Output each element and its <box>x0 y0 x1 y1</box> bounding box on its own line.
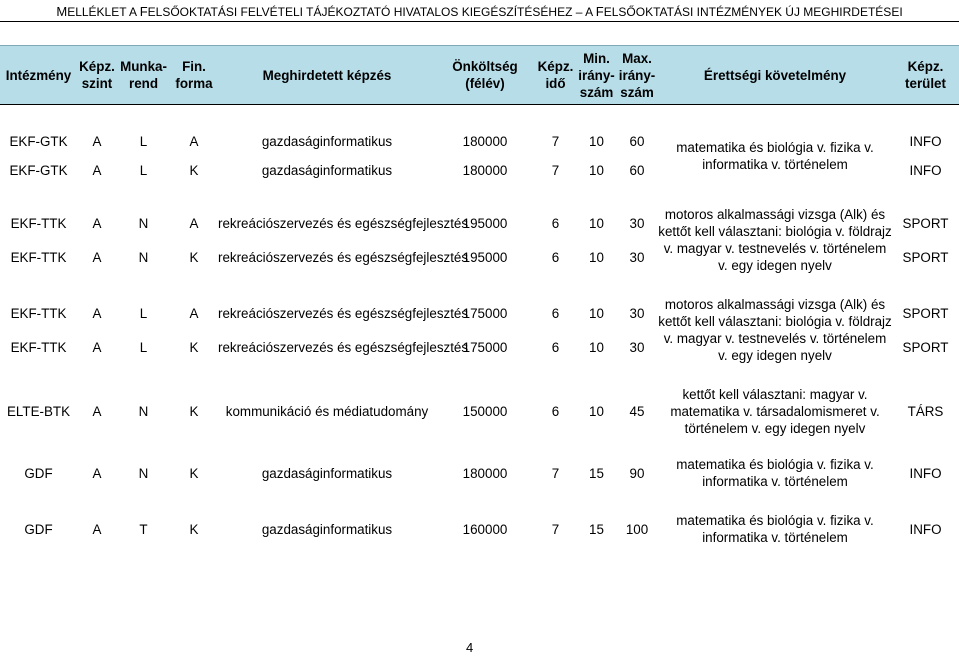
header-text-3: ELSŐOKTATÁSI INTÉZMÉNYEK ÚJ MEGHIRDETÉSEI <box>603 5 903 19</box>
program-cell: rekreációszervezés és egészségfejlesztés <box>218 215 469 231</box>
level-cell: A <box>92 134 102 149</box>
table-row <box>0 127 959 156</box>
group-spacer <box>0 105 959 128</box>
area-cell: SPORT <box>902 249 949 265</box>
level-cell: A <box>92 249 102 265</box>
institution-cell: EKF-TTK <box>10 339 67 355</box>
duration-cell: 6 <box>551 215 560 231</box>
min-cell: 10 <box>589 249 604 265</box>
max-cell: 30 <box>629 339 645 355</box>
col-header-level: Képz. szint <box>77 46 117 105</box>
program-cell: gazdaságinformatikus <box>261 163 393 178</box>
duration-cell: 7 <box>551 521 560 537</box>
max-cell: 30 <box>629 249 645 265</box>
min-cell: 10 <box>589 305 604 321</box>
fee-cell: 180000 <box>462 134 508 149</box>
header-text-1: ELLÉKLET A <box>67 5 140 19</box>
table-body <box>0 105 959 568</box>
level-cell: A <box>92 339 102 355</box>
fee-cell: 160000 <box>462 521 508 537</box>
program-cell: gazdaságinformatikus <box>261 134 393 149</box>
col-header-requirement: Érettségi követelmény <box>658 46 892 105</box>
col-header-duration: Képz. idő <box>534 46 577 105</box>
max-cell: 30 <box>629 215 645 231</box>
min-cell: 10 <box>589 163 604 178</box>
col-header-max: Max. irány-szám <box>616 46 658 105</box>
program-cell: kommunikáció és médiatudomány <box>225 404 429 419</box>
institution-cell: ELTE-BTK <box>7 404 70 419</box>
area-cell: SPORT <box>902 339 949 355</box>
duration-cell: 7 <box>551 465 560 481</box>
col-header-area: Képz. terület <box>892 46 959 105</box>
group-spacer <box>0 439 959 449</box>
level-cell: A <box>92 305 102 321</box>
financing-cell: K <box>189 249 199 265</box>
table-row <box>0 505 959 553</box>
mode-cell: L <box>139 134 148 149</box>
table-header-row <box>0 46 959 105</box>
table-row <box>0 384 959 439</box>
level-cell: A <box>92 215 102 231</box>
col-header-mode: Munka-rend <box>117 46 170 105</box>
financing-cell: K <box>189 404 199 419</box>
area-cell: INFO <box>909 163 942 178</box>
group-spacer <box>0 274 959 296</box>
group-spacer <box>0 497 959 505</box>
fee-cell: 180000 <box>462 163 508 178</box>
fee-cell: 150000 <box>462 404 508 419</box>
program-cell: rekreációszervezés és egészségfejlesztés <box>218 339 469 355</box>
institution-cell: EKF-TTK <box>10 215 67 231</box>
fee-cell: 195000 <box>462 249 508 265</box>
institution-cell: EKF-GTK <box>9 163 68 178</box>
mode-cell: L <box>139 305 148 321</box>
requirement-cell: kettőt kell választani: magyar v. matematika v. társadalomismeret v. történelem v. egy idegen nyelv <box>670 387 880 436</box>
financing-cell: A <box>189 305 199 321</box>
financing-cell: K <box>189 521 199 537</box>
max-cell: 45 <box>629 404 645 419</box>
institution-cell: GDF <box>24 521 53 537</box>
institution-cell: EKF-TTK <box>10 305 67 321</box>
area-cell: TÁRS <box>907 404 944 419</box>
duration-cell: 6 <box>551 249 560 265</box>
mode-cell: T <box>139 521 148 537</box>
financing-cell: A <box>189 134 199 149</box>
program-cell: gazdaságinformatikus <box>261 465 393 481</box>
fee-cell: 180000 <box>462 465 508 481</box>
financing-cell: K <box>189 465 199 481</box>
financing-cell: A <box>189 215 199 231</box>
financing-cell: K <box>189 163 199 178</box>
min-cell: 10 <box>589 339 604 355</box>
requirement-cell: motoros alkalmassági vizsga (Alk) és kettőt kell választani: biológia v. földrajz v. magyar v. testnevelés v. történelem v. egy idegen nyelv <box>658 207 892 273</box>
program-cell: rekreációszervezés és egészségfejlesztés <box>218 305 469 321</box>
table-end-spacer <box>0 553 959 567</box>
min-cell: 10 <box>589 215 604 231</box>
mode-cell: N <box>138 404 149 419</box>
area-cell: INFO <box>909 521 942 537</box>
max-cell: 60 <box>629 163 645 178</box>
fee-cell: 175000 <box>462 305 508 321</box>
min-cell: 10 <box>589 134 604 149</box>
duration-cell: 6 <box>551 339 560 355</box>
area-cell: INFO <box>909 465 942 481</box>
page-number: 4 <box>466 640 474 655</box>
requirement-cell: matematika és biológia v. fizika v. informatika v. történelem <box>676 140 874 172</box>
col-header-min: Min. irány-szám <box>577 46 616 105</box>
mode-cell: N <box>138 215 149 231</box>
col-header-fee: Önköltség (félév) <box>436 46 534 105</box>
table-row <box>0 296 959 330</box>
header-text-2: ELSŐOKTATÁSI FELVÉTELI TÁJÉKOZTATÓ HIVATALOS KIEGÉSZÍTÉSÉHEZ – A <box>147 5 596 19</box>
duration-cell: 7 <box>551 163 560 178</box>
col-header-institution: Intézmény <box>0 46 77 105</box>
level-cell: A <box>92 521 102 537</box>
requirement-cell: matematika és biológia v. fizika v. informatika v. történelem <box>676 457 874 489</box>
header-initial-1: M <box>56 4 68 19</box>
mode-cell: N <box>138 465 149 481</box>
col-header-program: Meghirdetett képzés <box>218 46 436 105</box>
mode-cell: L <box>139 339 148 355</box>
requirement-cell: matematika és biológia v. fizika v. informatika v. történelem <box>676 513 874 545</box>
mode-cell: N <box>138 249 149 265</box>
financing-cell: K <box>189 339 199 355</box>
level-cell: A <box>92 404 102 419</box>
min-cell: 15 <box>589 465 604 481</box>
header-initial-3: F <box>595 4 604 19</box>
programs-table <box>0 45 959 567</box>
area-cell: INFO <box>909 134 942 149</box>
institution-cell: EKF-TTK <box>10 249 67 265</box>
max-cell: 60 <box>629 134 645 149</box>
area-cell: SPORT <box>902 305 949 321</box>
min-cell: 15 <box>589 521 604 537</box>
program-cell: gazdaságinformatikus <box>261 521 393 537</box>
group-spacer <box>0 364 959 384</box>
header-initial-2: F <box>139 4 148 19</box>
institution-cell: EKF-GTK <box>9 134 68 149</box>
level-cell: A <box>92 465 102 481</box>
fee-cell: 195000 <box>462 215 508 231</box>
duration-cell: 7 <box>551 134 560 149</box>
fee-cell: 175000 <box>462 339 508 355</box>
max-cell: 100 <box>625 521 649 537</box>
group-spacer <box>0 185 959 206</box>
table-row <box>0 206 959 240</box>
duration-cell: 6 <box>551 404 560 419</box>
level-cell: A <box>92 163 102 178</box>
institution-cell: GDF <box>24 465 53 481</box>
program-cell: rekreációszervezés és egészségfejlesztés <box>218 249 469 265</box>
max-cell: 30 <box>629 305 645 321</box>
mode-cell: L <box>139 163 148 178</box>
max-cell: 90 <box>629 465 645 481</box>
page-header <box>0 0 959 22</box>
duration-cell: 6 <box>551 305 560 321</box>
min-cell: 10 <box>589 404 604 419</box>
col-header-financing: Fin. forma <box>170 46 218 105</box>
requirement-cell: motoros alkalmassági vizsga (Alk) és kettőt kell választani: biológia v. földrajz v. magyar v. testnevelés v. történelem v. egy idegen nyelv <box>658 297 892 363</box>
table-row <box>0 449 959 497</box>
area-cell: SPORT <box>902 215 949 231</box>
